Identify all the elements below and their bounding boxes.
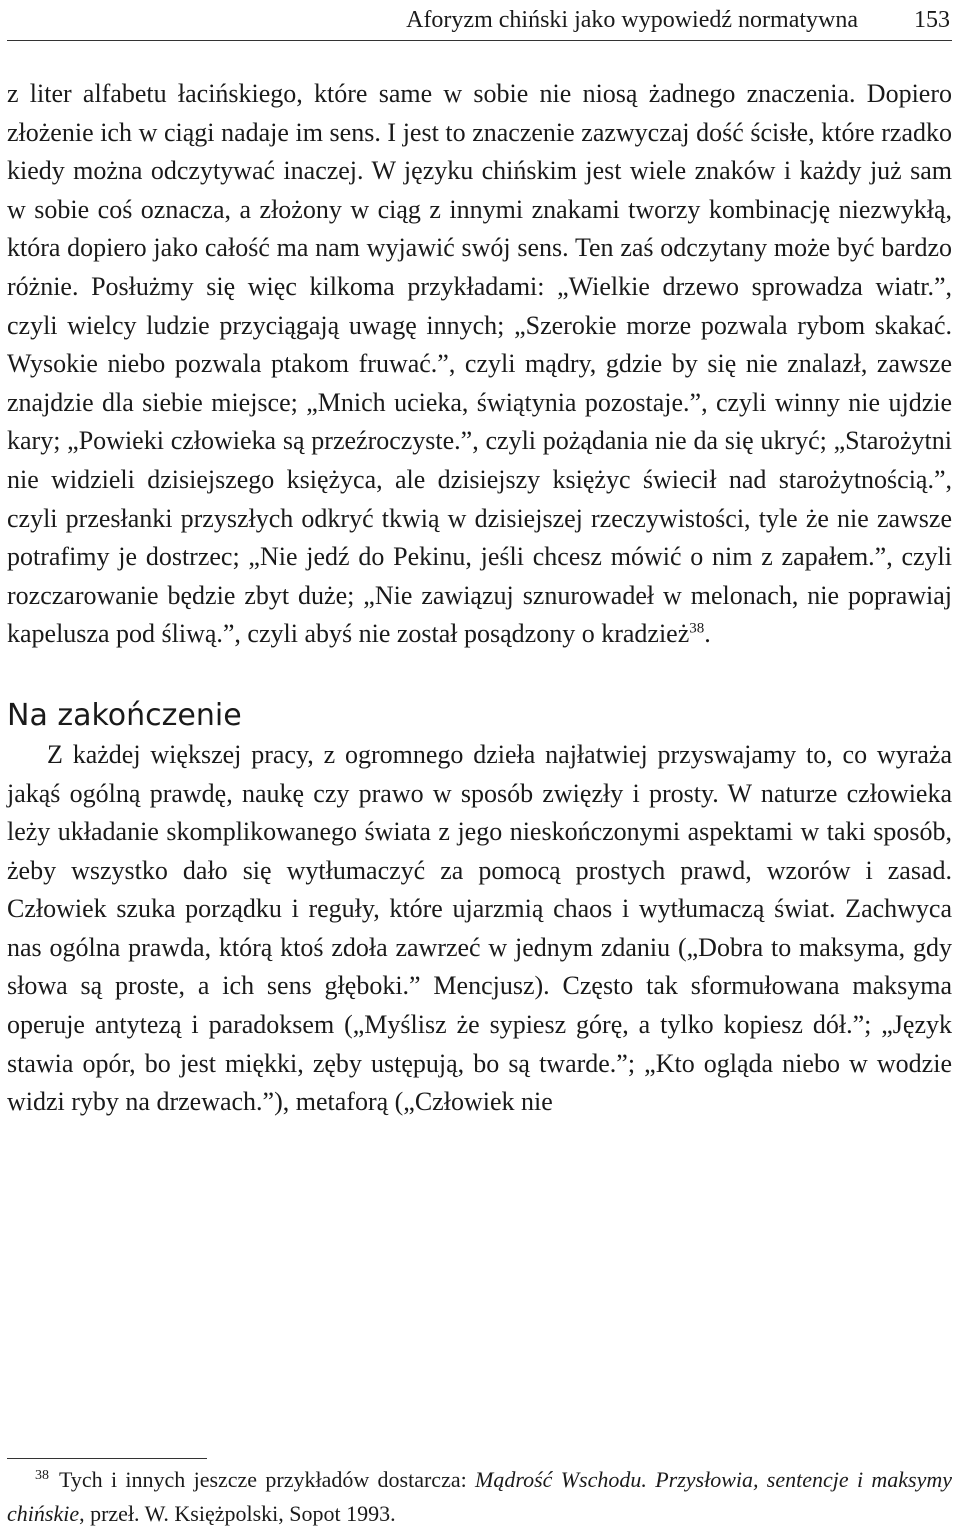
page-number: 153 — [914, 6, 950, 33]
section-heading: Na zakończenie — [7, 697, 242, 733]
footnote-text-before: Tych i innych jeszcze przykładów dostarcza: — [59, 1467, 476, 1492]
footnote-book-title: Mądrość Wschodu. Przysłowia, sentencje i maksymy chińskie — [7, 1467, 952, 1526]
paragraph-1 — [7, 75, 952, 654]
running-header — [7, 0, 952, 41]
footnote-text-after: , przeł. W. Księżpolski, Sopot 1993. — [79, 1501, 396, 1526]
main-text — [7, 75, 952, 1122]
chapter-title: Aforyzm chiński jako wypowiedź normatywna — [406, 6, 858, 33]
paragraph-1-text: z liter alfabetu łacińskiego, które same w sobie nie niosą żadnego znaczenia. Dopiero złożenie ich w ciągi nadaje im sens. I jest to znaczenie zazwyczaj dość ścisłe, które rzadko kiedy można odczytywać inaczej. W języku chińskim jest wiele znaków i każdy już sam w sobie coś oznacza, a złożony w ciąg z innymi znakami tworzy kombinację niezwykłą, która dopiero jako całość ma nam wyjawić swój sens. Ten zaś odczytany może być bardzo różnie. Posłużmy się więc kilkoma przykładami: „Wielkie drzewo sprowadza wiatr.”, czyli wielcy ludzie przyciągają uwagę innych; „Szerokie morze pozwala rybom skakać. Wysokie niebo pozwala ptakom fruwać.”, czyli mądry, gdzie by się nie znalazł, zawsze znajdzie dla siebie miejsce; „Mnich ucieka, świątynia pozostaje.”, czyli winny nie ujdzie kary; „Powieki człowieka są przeźroczyste.”, czyli pożądania nie da się ukryć; „Starożytni nie widzieli dzisiejszego księżyca, ale dzisiejszy księżyc świecił nad starożytnością.”, czyli przesłanki przyszłych odkryć tkwią w dzisiejszej rzeczywistości, tyle że nie zawsze potrafimy je dostrzec; „Nie jedź do Pekinu, jeśli chcesz mówić o nim z zapałem.”, czyli rozczarowanie będzie zbyt duże; „Nie zawiązuj sznurowadeł w melonach, nie poprawiaj kapelusza pod śliwą.”, czyli abyś nie został posądzony o kradzież — [7, 79, 952, 649]
footnote-divider — [7, 1458, 207, 1459]
paragraph-1-end: . — [704, 619, 711, 649]
footnote-ref[interactable]: 38 — [689, 620, 705, 637]
footnote-number: 38 — [35, 1467, 49, 1483]
footnote — [7, 1463, 952, 1531]
paragraph-2: Z każdej większej pracy, z ogromnego dzieła najłatwiej przyswajamy to, co wyraża jakąś ogólną prawdę, naukę czy prawo w sposób zwięzły i prosty. W naturze człowieka leży układanie skomplikowanego świata z jego nieskończonymi aspektami w taki sposób, żeby wszystko dało się wytłumaczyć za pomocą prostych prawd, wzorów i zasad. Człowiek szuka porządku i reguły, które ujarzmią chaos i wytłumaczą świat. Zachwyca nas ogólna prawda, którą ktoś zdoła zawrzeć w jednym zdaniu („Dobra to maksyma, gdy słowa są proste, a ich sens głęboki.” Mencjusz). Często tak sformułowana maksyma operuje antytezą i paradoksem („Myślisz że sypiesz górę, a tylko kopiesz dół.”; „Język stawia opór, bo jest miękki, zęby ustępują, bo są twarde.”; „Kto ogląda niebo w wodzie widzi ryby na drzewach.”), metaforą („Człowiek nie — [7, 739, 952, 1117]
